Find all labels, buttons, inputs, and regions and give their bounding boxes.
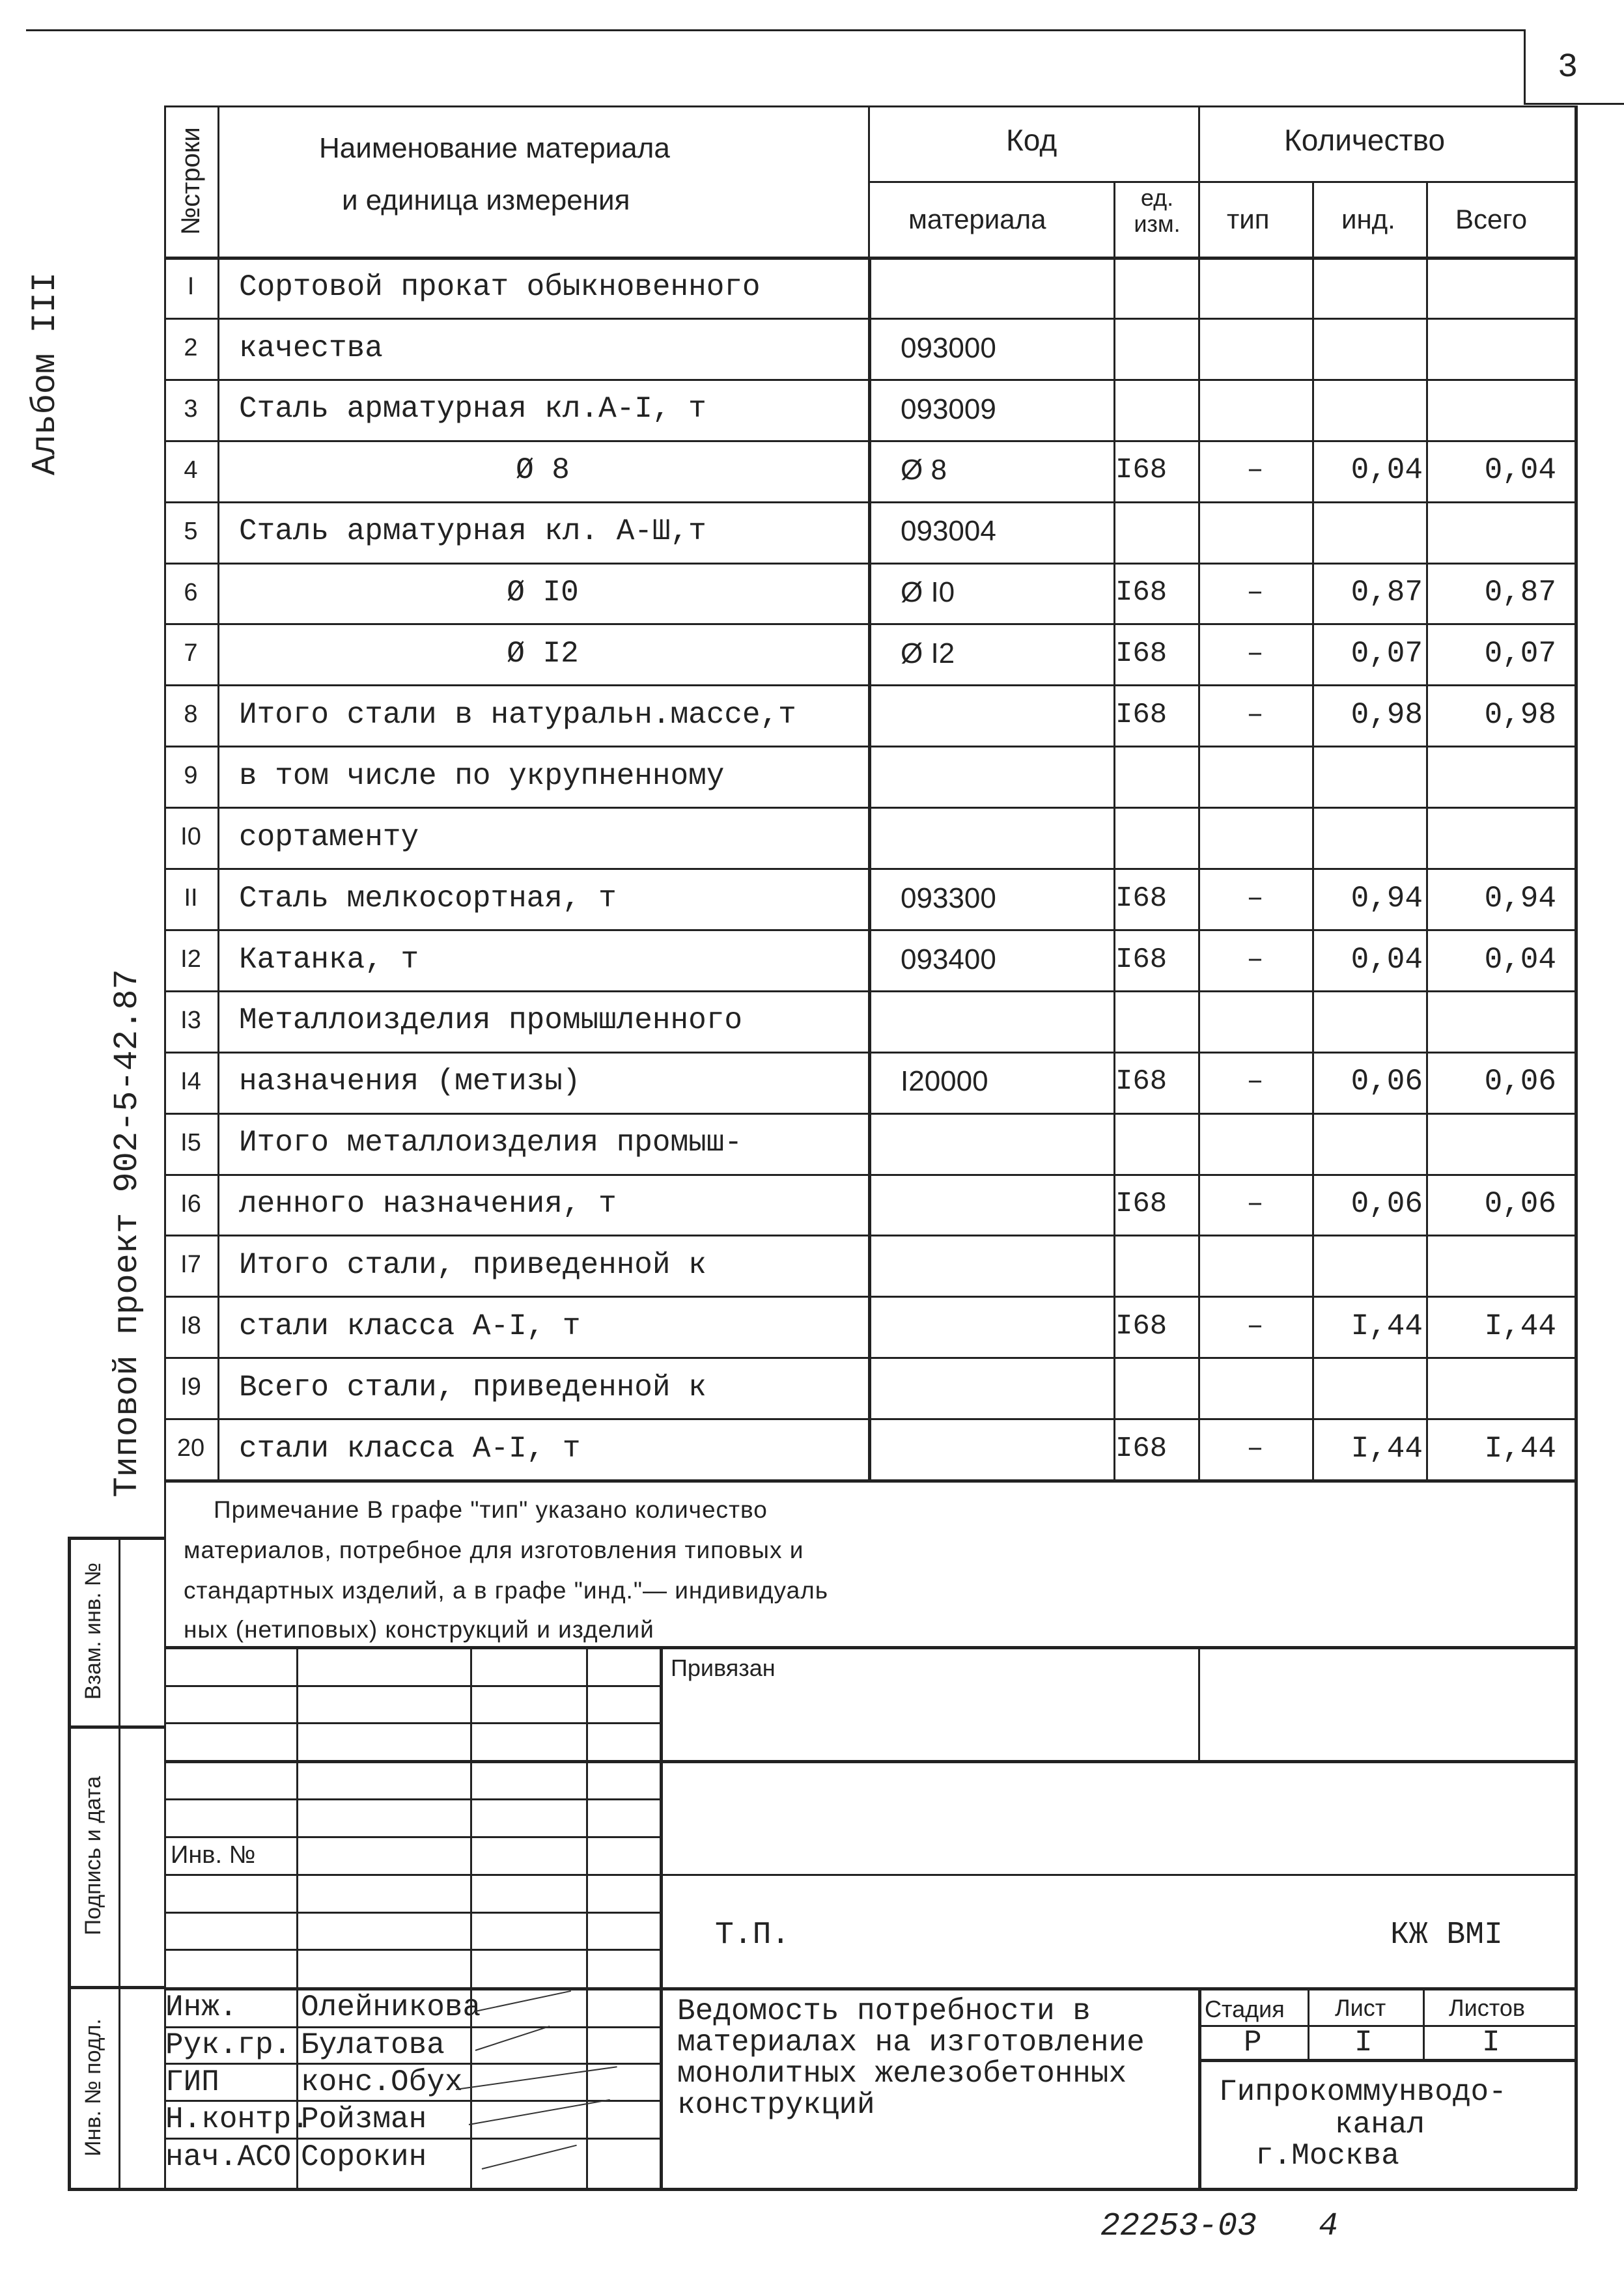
header-col-ind [1426, 181, 1428, 1479]
row-number: I5 [180, 1128, 201, 1156]
header-qty-total: Всего [1455, 204, 1528, 234]
row-number: I8 [180, 1312, 201, 1340]
material-code: 093300 [901, 882, 996, 914]
title-line4: конструкций [677, 2088, 875, 2122]
qty-ind: 0,04 [1351, 453, 1423, 488]
project-label: Типовой проект 902-5-42.87 [108, 969, 147, 1498]
qty-ind: 0,07 [1351, 637, 1423, 671]
qty-ind: 0,06 [1351, 1187, 1423, 1222]
stamp-row-h [164, 1949, 660, 1951]
row-number: I4 [180, 1067, 201, 1095]
material-name: ленного назначения, т [239, 1187, 617, 1222]
material-name: Металлоизделия промышленного [239, 1003, 742, 1038]
title-line1: Ведомость потребности в [677, 1994, 1091, 2028]
row-separator [164, 1113, 1577, 1115]
header-qty-type: тип [1227, 204, 1270, 234]
header-row-number: №строки [176, 127, 205, 235]
row-separator [164, 501, 1577, 503]
row-number: 8 [184, 701, 198, 729]
row-separator [164, 868, 1577, 870]
table-bottom [164, 1479, 1577, 1483]
qty-type: – [1246, 699, 1264, 732]
material-name: Ø I2 [507, 637, 579, 671]
qty-ind: 0,87 [1351, 576, 1423, 610]
qty-ind: I,44 [1351, 1431, 1423, 1466]
row-number: I0 [180, 823, 201, 851]
material-name: стали класса А-I, т [239, 1431, 581, 1466]
header-col-rowno [217, 105, 219, 1479]
material-name: Сталь мелкосортная, т [239, 881, 617, 915]
row-number: 6 [184, 578, 198, 606]
inv-podl-label: Инв. № подл. [81, 2018, 105, 2157]
strip-sep1 [68, 1725, 165, 1729]
note-line3: стандартных изделий, а в графе "инд."— индивидуаль [184, 1577, 829, 1604]
stamp-col3 [586, 1646, 588, 2189]
stamp-row-d [164, 1798, 660, 1800]
row-separator [164, 990, 1577, 992]
material-name: сортаменту [239, 820, 419, 854]
material-name: Итого стали, приведенной к [239, 1248, 707, 1283]
row-number: I2 [180, 945, 201, 973]
stamp-row-l [164, 2100, 660, 2102]
row-number: I [187, 273, 195, 301]
privyazan-label: Привязан [671, 1655, 776, 1681]
row-separator [164, 318, 1577, 320]
vzam-inv-label: Взам. инв. № [81, 1562, 105, 1700]
stage-box-left [1198, 1987, 1201, 2189]
header-code-material: материала [908, 204, 1046, 234]
material-name: назначения (метизы) [239, 1065, 581, 1099]
org-line3: г.Москва [1255, 2139, 1399, 2173]
header-qty-ind: инд. [1341, 204, 1395, 234]
inv-no-label: Инв. № [171, 1841, 256, 1869]
qty-total: 0,06 [1484, 1065, 1556, 1099]
material-name: Всего стали, приведенной к [239, 1370, 707, 1404]
sheet-label: Лист [1335, 1994, 1386, 2021]
page-number: 3 [1558, 48, 1578, 87]
material-code: Ø 8 [901, 454, 947, 486]
material-code: Ø I0 [901, 576, 955, 609]
material-name: Итого металлоизделия промыш- [239, 1126, 742, 1160]
qty-total: I,44 [1484, 1431, 1556, 1466]
stamp-row-b [164, 1722, 660, 1724]
row-separator [164, 623, 1577, 625]
unit-code: I68 [1115, 576, 1168, 609]
row-number: 5 [184, 517, 198, 545]
row-number: I3 [180, 1006, 201, 1034]
header-col-code [1198, 105, 1200, 1479]
row-number: 20 [176, 1434, 205, 1462]
note-line4: ных (нетиповых) конструкций и изделий [184, 1616, 654, 1643]
org-line2: канал [1335, 2108, 1425, 2142]
material-name: качества [239, 331, 383, 365]
stamp-person-name: Олейникова [301, 1990, 481, 2024]
stamp-person-name: Ройзман [301, 2102, 427, 2136]
row-separator [164, 1296, 1577, 1298]
row-number: I7 [180, 1251, 201, 1279]
row-number: 2 [184, 333, 198, 361]
qty-total: 0,87 [1484, 576, 1556, 610]
qty-type: – [1246, 576, 1264, 609]
stamp-top [164, 1646, 1577, 1649]
org-line1: Гипрокоммунводо- [1219, 2075, 1507, 2109]
material-name: Ø 8 [516, 453, 570, 488]
qty-ind: 0,94 [1351, 881, 1423, 915]
material-name: Ø I0 [507, 576, 579, 610]
row-number: I6 [180, 1190, 201, 1218]
qty-total: 0,04 [1484, 453, 1556, 488]
strip-mid [119, 1537, 120, 2189]
bottom-page-number: 4 [1319, 2208, 1339, 2245]
row-separator [164, 684, 1577, 686]
unit-code: I68 [1115, 1310, 1168, 1343]
row-separator [164, 379, 1577, 381]
title-line2: материалах на изготовление [677, 2026, 1145, 2060]
header-code: Код [1006, 123, 1057, 157]
row-separator [164, 746, 1577, 747]
stamp-person-name: конс.Обух [301, 2065, 463, 2099]
top-rule [26, 29, 1524, 31]
qty-ind: 0,04 [1351, 942, 1423, 977]
stage-col2 [1308, 1987, 1309, 2059]
row-separator [164, 1174, 1577, 1176]
stamp-role: нач.АСО [165, 2140, 292, 2174]
stamp-role: Инж. [165, 1990, 238, 2024]
stamp-row-g [164, 1912, 660, 1914]
material-name: Сортовой прокат обыкновенного [239, 270, 761, 304]
unit-code: I68 [1115, 1065, 1168, 1098]
note-line2: материалов, потребное для изготовления типовых и [184, 1537, 804, 1563]
signature-5 [482, 2145, 577, 2170]
qty-ind: I,44 [1351, 1309, 1423, 1343]
qty-total: I,44 [1484, 1309, 1556, 1343]
qty-type: – [1246, 1310, 1264, 1343]
stamp-bottom [68, 2188, 1577, 2191]
material-name: в том числе по укрупненному [239, 759, 725, 793]
stamp-role: Н.контр. [165, 2102, 309, 2136]
note-line1: Примечание В графе "тип" указано количество [214, 1496, 768, 1523]
qty-type: – [1246, 943, 1264, 976]
row-number: 9 [184, 762, 198, 790]
unit-code: I68 [1115, 882, 1168, 915]
album-label: Альбом III [26, 272, 64, 475]
stamp-row-a [164, 1685, 660, 1687]
qty-ind: 0,98 [1351, 697, 1423, 732]
header-sub-line [868, 181, 1576, 183]
signature-4 [469, 2099, 610, 2125]
frame-right [1575, 105, 1578, 2189]
row-number: I9 [180, 1373, 201, 1401]
signature-1 [475, 1990, 571, 2012]
material-code: 093004 [901, 515, 996, 548]
stamp-person-name: Сорокин [301, 2140, 427, 2174]
unit-code: I68 [1115, 1188, 1168, 1221]
stamp-person-name: Булатова [301, 2028, 445, 2062]
stamp-privyazan-sep [1198, 1646, 1200, 1760]
strip-sep2 [68, 1986, 165, 1989]
row-number: 4 [184, 456, 198, 484]
unit-code: I68 [1115, 699, 1168, 732]
qty-ind: 0,06 [1351, 1065, 1423, 1099]
unit-code: I68 [1115, 943, 1168, 976]
signature-3 [456, 2066, 617, 2090]
row-separator [164, 1052, 1577, 1054]
material-code: Ø I2 [901, 637, 955, 670]
strip-left [68, 1537, 71, 2189]
material-name: стали класса А-I, т [239, 1309, 581, 1343]
stamp-row-m [164, 2138, 660, 2140]
material-code: 093009 [901, 393, 996, 425]
qty-type: – [1246, 1065, 1264, 1098]
qty-total: 0,94 [1484, 881, 1556, 915]
material-name: Сталь арматурная кл. А-Ш,т [239, 514, 707, 549]
stage-col3 [1423, 1987, 1425, 2059]
unit-code: I68 [1115, 637, 1168, 671]
unit-code: I68 [1115, 1432, 1168, 1465]
row-number: 3 [184, 395, 198, 423]
stage-label: Стадия [1205, 1996, 1285, 2022]
material-name: Итого стали в натуральн.массе,т [239, 697, 796, 732]
row-separator [164, 807, 1577, 809]
qty-type: – [1246, 454, 1264, 487]
unit-code: I68 [1115, 454, 1168, 487]
doc-code: КЖ ВМI [1390, 1918, 1503, 1953]
row-separator [164, 1418, 1577, 1420]
material-code: 093400 [901, 943, 996, 975]
signature-2 [475, 2026, 550, 2051]
stamp-row-c [164, 1760, 1577, 1763]
sheets-value: I [1482, 2026, 1500, 2060]
stamp-row-f [164, 1874, 1577, 1876]
qty-total: 0,04 [1484, 942, 1556, 977]
row-separator [164, 1357, 1577, 1359]
header-code-unit: ед. изм. [1134, 184, 1181, 237]
material-name: Катанка, т [239, 942, 419, 977]
qty-total: 0,98 [1484, 697, 1556, 732]
qty-type: – [1246, 1188, 1264, 1221]
qty-total: 0,06 [1484, 1187, 1556, 1222]
qty-total: 0,07 [1484, 637, 1556, 671]
header-quantity: Количество [1284, 123, 1446, 157]
title-line3: монолитных железобетонных [677, 2057, 1127, 2091]
row-separator [164, 440, 1577, 442]
stamp-row-e [164, 1836, 660, 1838]
material-name: Сталь арматурная кл.А-I, т [239, 392, 707, 426]
row-number: 7 [184, 639, 198, 667]
material-code: I20000 [901, 1065, 988, 1098]
qty-type: – [1246, 1432, 1264, 1465]
page-number-box-bottom [1524, 103, 1624, 105]
page-number-box-border [1524, 29, 1526, 104]
tp-label: Т.П. [715, 1918, 791, 1953]
row-separator [164, 929, 1577, 931]
qty-type: – [1246, 882, 1264, 915]
row-separator [164, 563, 1577, 565]
stamp-row-k [164, 2063, 660, 2065]
header-col-type [1312, 181, 1314, 1479]
stamp-role: Рук.гр. [165, 2028, 292, 2062]
stamp-col2 [470, 1646, 472, 2189]
row-separator [164, 1235, 1577, 1236]
header-name-line2: и единица измерения [342, 184, 630, 216]
stamp-col4 [660, 1646, 663, 2189]
stage-value: Р [1244, 2026, 1262, 2060]
sheets-label: Листов [1449, 1994, 1525, 2021]
header-top [164, 105, 1577, 107]
sheet-value: I [1354, 2026, 1373, 2060]
podpis-data-label: Подпись и дата [81, 1776, 105, 1936]
bottom-doc-number: 22253-03 [1100, 2208, 1257, 2245]
row-number: II [184, 884, 198, 912]
stamp-role: ГИП [165, 2065, 219, 2099]
material-code: 093000 [901, 331, 996, 364]
header-col-unit [1113, 181, 1115, 1479]
header-name-line1: Наименование материала [319, 132, 670, 164]
qty-type: – [1246, 637, 1264, 671]
